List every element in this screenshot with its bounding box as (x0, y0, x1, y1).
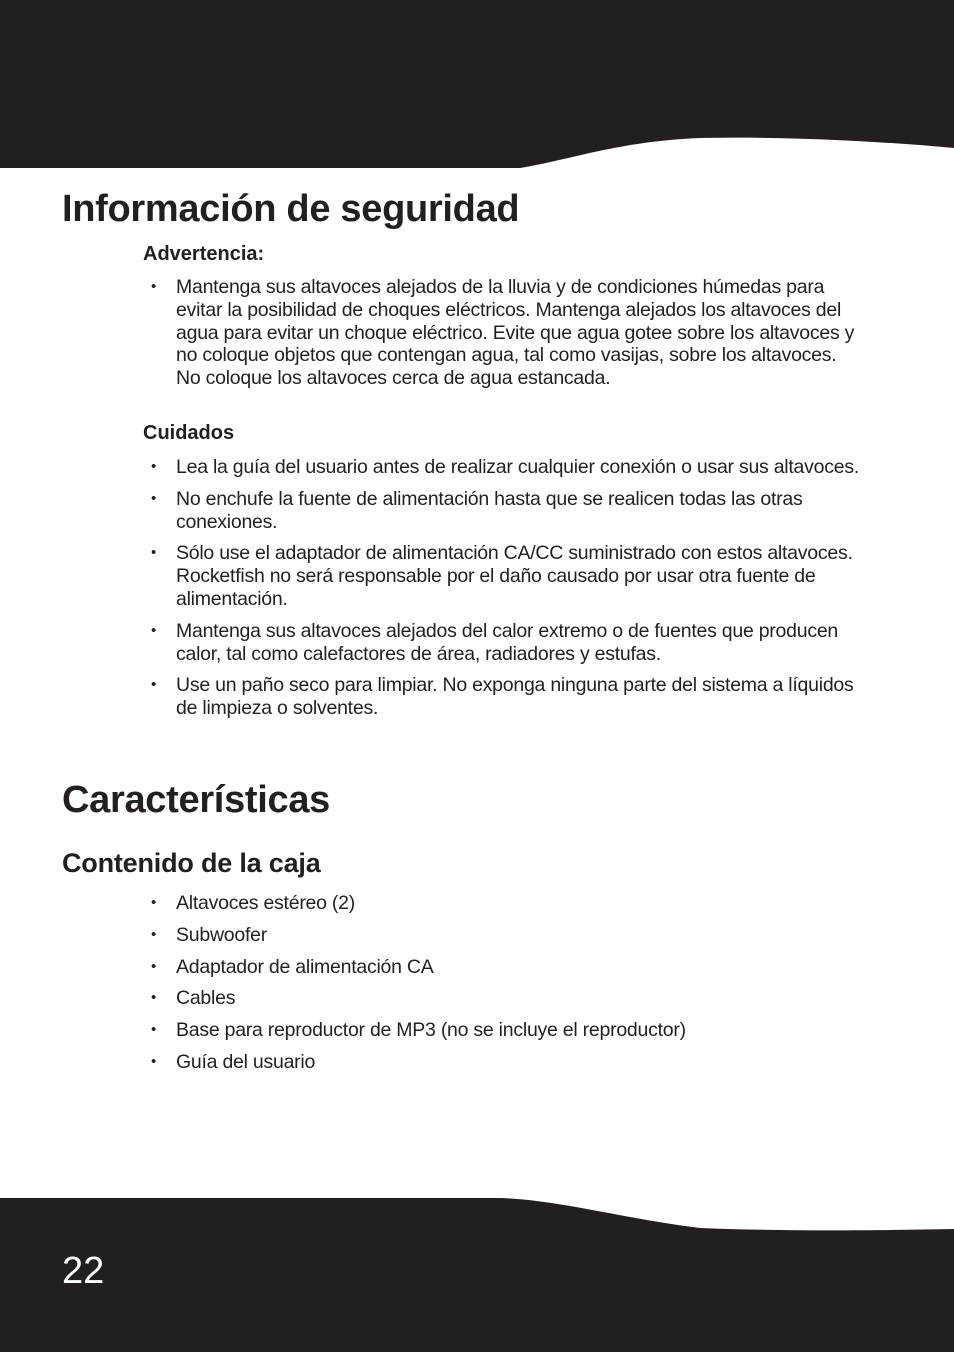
box-contents-heading: Contenido de la caja (62, 848, 321, 878)
safety-title: Información de seguridad (62, 188, 520, 230)
bullet-icon: • (151, 458, 157, 475)
bullet-icon: • (151, 894, 157, 911)
top-header-band (0, 0, 954, 170)
list-item: • Guía del usuario (151, 1050, 316, 1073)
bullet-icon: • (151, 1052, 157, 1070)
list-item: • Adaptador de alimentación CA (151, 955, 434, 978)
page-number: 22 (62, 1250, 105, 1292)
list-item: • No enchufe la fuente de alimentación hasta que se realicen todas las otras conexiones. (151, 487, 803, 533)
bullet-icon: • (151, 989, 157, 1007)
caution-heading: Cuidados (143, 422, 235, 444)
bullet-icon: • (151, 925, 157, 943)
bullet-icon: • (151, 621, 157, 639)
features-title: Características (62, 779, 331, 821)
bullet-icon: • (151, 544, 157, 562)
bullet-icon: • (151, 676, 157, 694)
list-item: • Base para reproductor de MP3 (no se incluye el reproductor) (151, 1019, 686, 1042)
bullet-icon: • (151, 489, 157, 507)
list-item: • Use un paño seco para limpiar. No exponga ninguna parte del sistema a líquidos de limpieza o solventes. (151, 674, 854, 720)
warning-list (0, 276, 954, 390)
list-item: • Mantenga sus altavoces alejados del calor extremo o de fuentes que producen calor, tal como calefactores de área, radiadores y estufas. (151, 619, 839, 665)
list-item: • Sólo use el adaptador de alimentación CA/CC suministrado con estos altavoces. Rocketfish no será responsable por el daño causado por usar otra fuente de alimentación. (151, 542, 853, 610)
list-item: • Lea la guía del usuario antes de realizar cualquier conexión o usar sus altavoces. (151, 456, 860, 478)
bullet-icon: • (151, 957, 157, 975)
bullet-icon: • (151, 1021, 157, 1039)
list-item: • Mantenga sus altavoces alejados de la lluvia y de condiciones húmedas para evitar la posibilidad de choques eléctricos. Mantenga alejados los altavoces del agua para evitar un choque eléctrico. Evite que agua gotee sobre los altavoces y no coloque objetos que contengan agua, tal como vasijas, sobre los altavoces. No coloque los altavoces cerca de agua estancada. (151, 276, 855, 390)
list-item: • Altavoces estéreo (2) (151, 892, 356, 914)
warning-heading: Advertencia: (143, 243, 265, 265)
list-item: • Cables (151, 987, 236, 1010)
caution-list (0, 456, 954, 720)
bottom-footer-band (0, 1196, 954, 1352)
box-contents-list (0, 892, 954, 1074)
list-item: • Subwoofer (151, 923, 267, 946)
bullet-icon: • (151, 278, 157, 295)
